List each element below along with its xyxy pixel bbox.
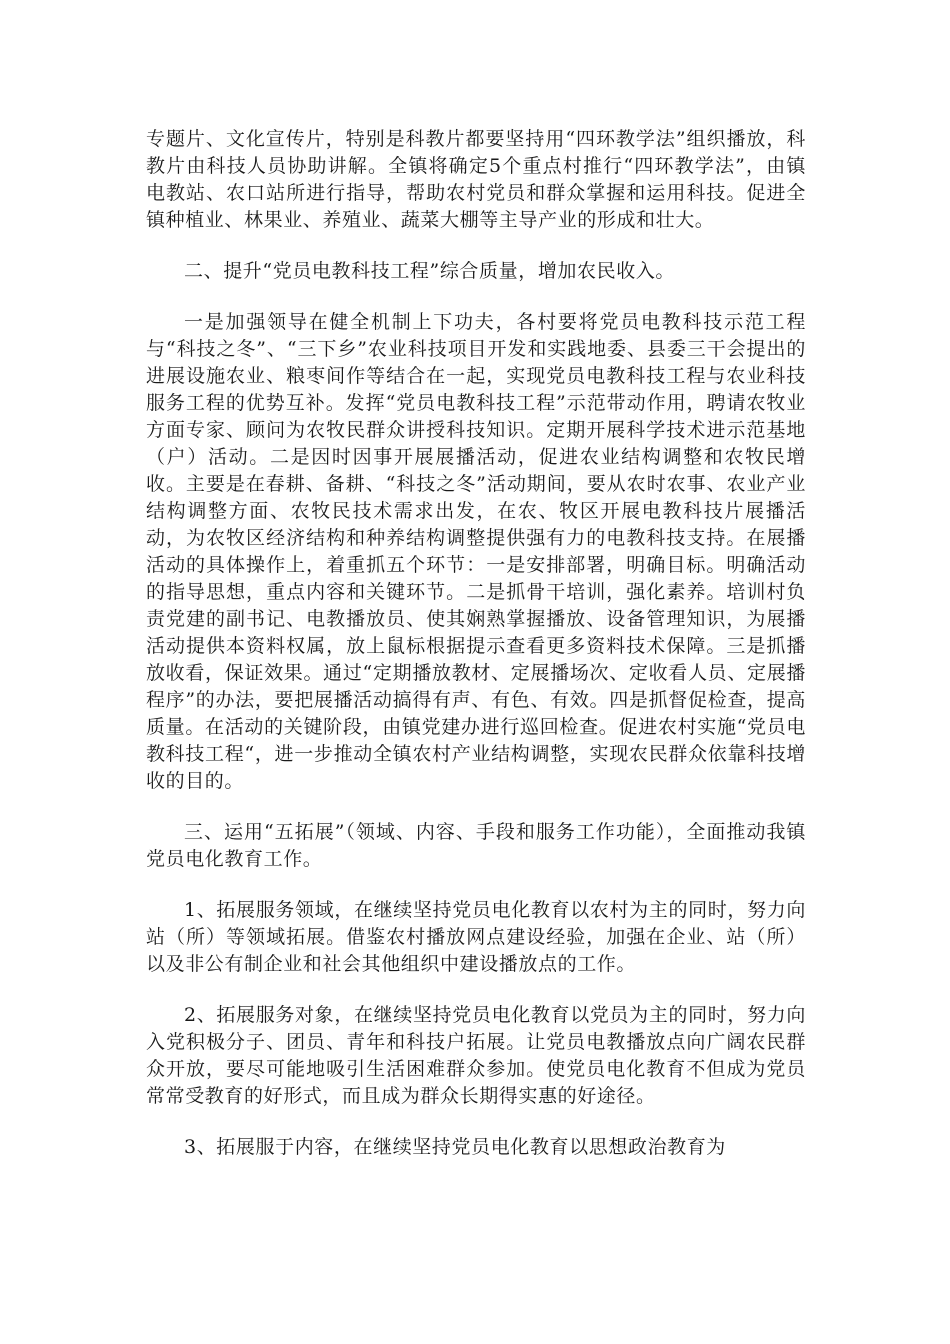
section-heading-2: 二、提升“党员电教科技工程”综合质量，增加农民收入。	[184, 260, 676, 282]
paragraph-continuation: 专题片、文化宣传片，特别是科教片都要坚持用“四环教学法”组织播放，科教片由科技人员协助讲解。全镇将确定5个重点村推行“四环教学法”，由镇电教站、农口站所进行指导，帮助农村党员和群众掌握和运用科技。促进全镇种植业、林果业、养殖业、蔬菜大棚等主导产业的形成和壮大。	[146, 128, 806, 231]
document-page	[146, 126, 806, 1185]
paragraph-item-1: 1、拓展服务领域，在继续坚持党员电化教育以农村为主的同时，努力向站（所）等领域拓展。借鉴农村播放网点建设经验，加强在企业、站（所）以及非公有制企业和社会其他组织中建设播放点的工作。	[146, 899, 806, 975]
paragraph-section-2-body: 一是加强领导在健全机制上下功夫，各村要将党员电教科技示范工程与“科技之冬”、“三下乡”农业科技项目开发和实践地委、县委三干会提出的进展设施农业、粮枣间作等结合在一起，实现党员电教科技工程与农业科技服务工程的优势互补。发挥“党员电教科技工程”示范带动作用，聘请农牧业方面专家、顾问为农牧民群众讲授科技知识。定期开展科学技术进示范基地（户）活动。二是因时因事开展展播活动，促进农业结构调整和农牧民增收。主要是在春耕、备耕、“科技之冬”活动期间，要从农时农事、农业产业结构调整方面、农牧民技术需求出发，在农、牧区开展电教科技片展播活动，为农牧区经济结构和种养结构调整提供强有力的电教科技支持。在展播活动的具体操作上，着重抓五个环节：一是安排部署，明确目标。明确活动的指导思想，重点内容和关键环节。二是抓骨干培训，强化素养。培训村负责党建的副书记、电教播放员、使其娴熟掌握播放、设备管理知识，为展播活动提供本资料权属，放上鼠标根据提示查看更多资料技术保障。三是抓播放收看，保证效果。通过“定期播放教材、定展播场次、定收看人员、定展播程序”的办法，要把展播活动搞得有声、有色、有效。四是抓督促检查，提高质量。在活动的关键阶段，由镇党建办进行巡回检查。促进农村实施“党员电教科技工程“，进一步推动全镇农村产业结构调整，实现农民群众依靠科技增收的目的。	[146, 311, 806, 792]
section-heading-3: 三、运用“五拓展”（领域、内容、手段和服务工作功能），全面推动我镇党员电化教育工作。	[146, 821, 806, 870]
paragraph-item-2: 2、拓展服务对象，在继续坚持党员电化教育以党员为主的同时，努力向入党积极分子、团员、青年和科技户拓展。让党员电教播放点向广阔农民群众开放，要尽可能地吸引生活困难群众参加。使党员电化教育不但成为党员常常受教育的好形式，而且成为群众长期得实惠的好途径。	[146, 1004, 806, 1107]
paragraph-item-3: 3、拓展服于内容，在继续坚持党员电化教育以思想政治教育为	[184, 1136, 726, 1158]
